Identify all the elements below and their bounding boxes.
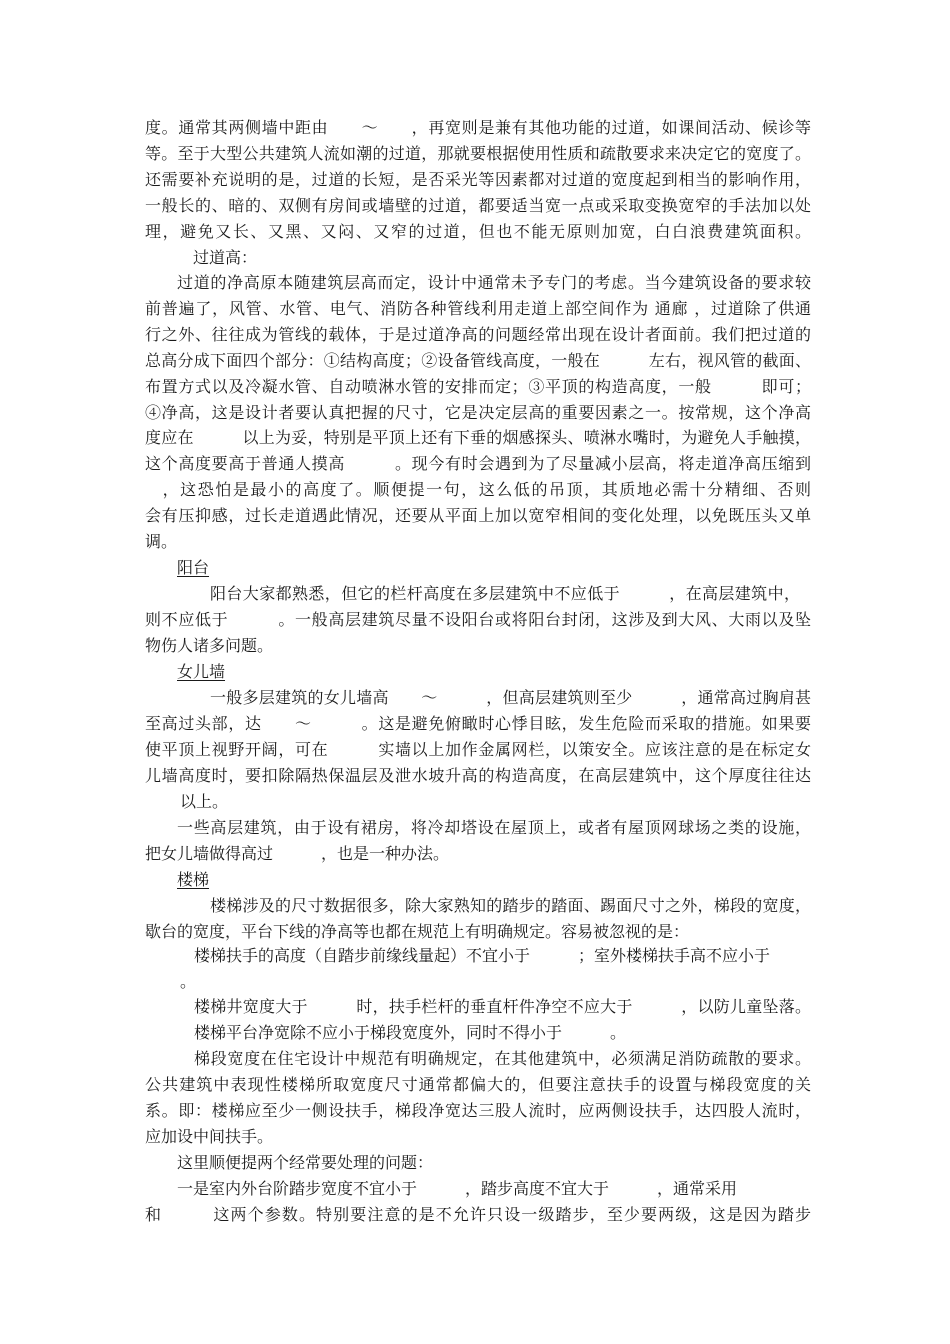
text-line: 理，避免又长、又黑、又闷、又窄的过道，但也不能无原则加宽，白白浪费建筑面积。 — [145, 222, 811, 241]
text-line: 过道的净高原本随建筑层高而定，设计中通常未予专门的考虑。当今建筑设备的要求较 — [177, 273, 811, 292]
text-line: 度应在 以上为妥，特别是平顶上还有下垂的烟感探头、喷淋水嘴时，为避免人手触摸， — [145, 428, 811, 447]
text-line: 调。 — [145, 532, 178, 551]
text-line: 前普遍了，风管、水管、电气、消防各种管线利用走道上部空间作为 通廊 ，过道除了供通 — [145, 299, 811, 318]
text-line: 楼梯井宽度大于 时，扶手栏杆的垂直杆件净空不应大于 ，以防儿童坠落。 — [194, 997, 811, 1016]
text-line: 一些高层建筑，由于设有裙房，将冷却塔设在屋顶上，或者有屋顶网球场之类的设施， — [177, 818, 811, 837]
text-line: 等。至于大型公共建筑人流如潮的过道，那就要根据使用性质和疏散要求来决定它的宽度了。 — [145, 144, 811, 163]
text-line: 一般长的、暗的、双侧有房间或墙壁的过道，都要适当宽一点或采取变换宽窄的手法加以处 — [145, 196, 811, 215]
text-line: 一般多层建筑的女儿墙高 ～ ，但高层建筑则至少 ，通常高过胸肩甚 — [210, 688, 811, 707]
text-line: 会有压抑感，过长走道遇此情况，还要从平面上加以宽窄相间的变化处理，以免既压头又单 — [145, 506, 811, 525]
text-line: 这里顺便提两个经常要处理的问题： — [177, 1153, 434, 1172]
section-heading: 过道高： — [193, 248, 258, 267]
text-line: ，这恐怕是最小的高度了。顺便提一句，这么低的吊顶，其质地必需十分精细、否则 — [145, 480, 811, 499]
text-line: 则不应低于 。一般高层建筑尽量不设阳台或将阳台封闭，这涉及到大风、大雨以及坠 — [145, 610, 811, 629]
text-line: 系。即：楼梯应至少一侧设扶手，梯段净宽达三股人流时，应两侧设扶手，达四股人流时， — [145, 1101, 811, 1120]
text-line: 以上。 — [180, 792, 229, 811]
text-line: 物伤人诸多问题。 — [145, 636, 274, 655]
text-line: 把女儿墙做得高过 ，也是一种办法。 — [145, 844, 450, 863]
section-heading: 女儿墙 — [177, 662, 226, 681]
text-line: 儿墙高度时，要扣除隔热保温层及泄水坡升高的构造高度，在高层建筑中，这个厚度往往达 — [145, 766, 811, 785]
section-heading: 楼梯 — [177, 870, 210, 889]
text-line: 楼梯平台净宽除不应小于梯段宽度外，同时不得小于 。 — [194, 1023, 627, 1042]
text-line: 总高分成下面四个部分：①结构高度；②设备管线高度，一般在 左右，视风管的截面、 — [145, 351, 811, 370]
text-line: 歇台的宽度，平台下线的净高等也都在规范上有明确规定。容易被忽视的是： — [145, 922, 690, 941]
text-line: 度。通常其两侧墙中距由 ～ ，再宽则是兼有其他功能的过道，如课间活动、候诊等 — [145, 118, 811, 137]
text-line: 这个高度要高于普通人摸高 。现今有时会遇到为了尽量减小层高，将走道净高压缩到 — [145, 454, 811, 473]
text-line: ④净高，这是设计者要认真把握的尺寸，它是决定层高的重要因素之一。按常规，这个净高 — [145, 403, 811, 422]
text-line: 阳台大家都熟悉，但它的栏杆高度在多层建筑中不应低于 ，在高层建筑中， — [210, 584, 800, 603]
text-line: 还需要补充说明的是，过道的长短，是否采光等因素都对过道的宽度起到相当的影响作用， — [145, 170, 811, 189]
text-line: 一是室内外台阶踏步宽度不宜小于 ，踏步高度不宜大于 ，通常采用 — [177, 1179, 738, 1198]
text-line: 布置方式以及冷凝水管、自动喷淋水管的安排而定；③平顶的构造高度，一般 即可； — [145, 377, 811, 396]
text-line: 楼梯涉及的尺寸数据很多，除大家熟知的踏步的踏面、踢面尺寸之外，梯段的宽度， — [210, 896, 811, 915]
section-heading: 阳台 — [177, 558, 210, 577]
text-line: 和 这两个参数。特别要注意的是不允许只设一级踏步，至少要两级，这是因为踏步 — [145, 1205, 811, 1224]
text-line: 公共建筑中表现性楼梯所取宽度尺寸通常都偏大的，但要注意扶手的设置与梯段宽度的关 — [145, 1075, 811, 1094]
text-line: 至高过头部，达 ～ 。这是避免俯瞰时心悸目眩，发生危险而采取的措施。如果要 — [145, 714, 811, 733]
text-line: 。 — [180, 972, 197, 991]
text-line: 楼梯扶手的高度（自踏步前缘线量起）不宜小于 ；室外楼梯扶手高不应小于 — [194, 946, 771, 965]
text-line: 行之外、往往成为管线的载体，于是过道净高的问题经常出现在设计者面前。我们把过道的 — [145, 325, 811, 344]
text-line: 应加设中间扶手。 — [145, 1127, 274, 1146]
text-line: 梯段宽度在住宅设计中规范有明确规定，在其他建筑中，必须满足消防疏散的要求。 — [194, 1049, 811, 1068]
text-line: 使平顶上视野开阔，可在 实墙以上加作金属网栏，以策安全。应该注意的是在标定女 — [145, 740, 811, 759]
